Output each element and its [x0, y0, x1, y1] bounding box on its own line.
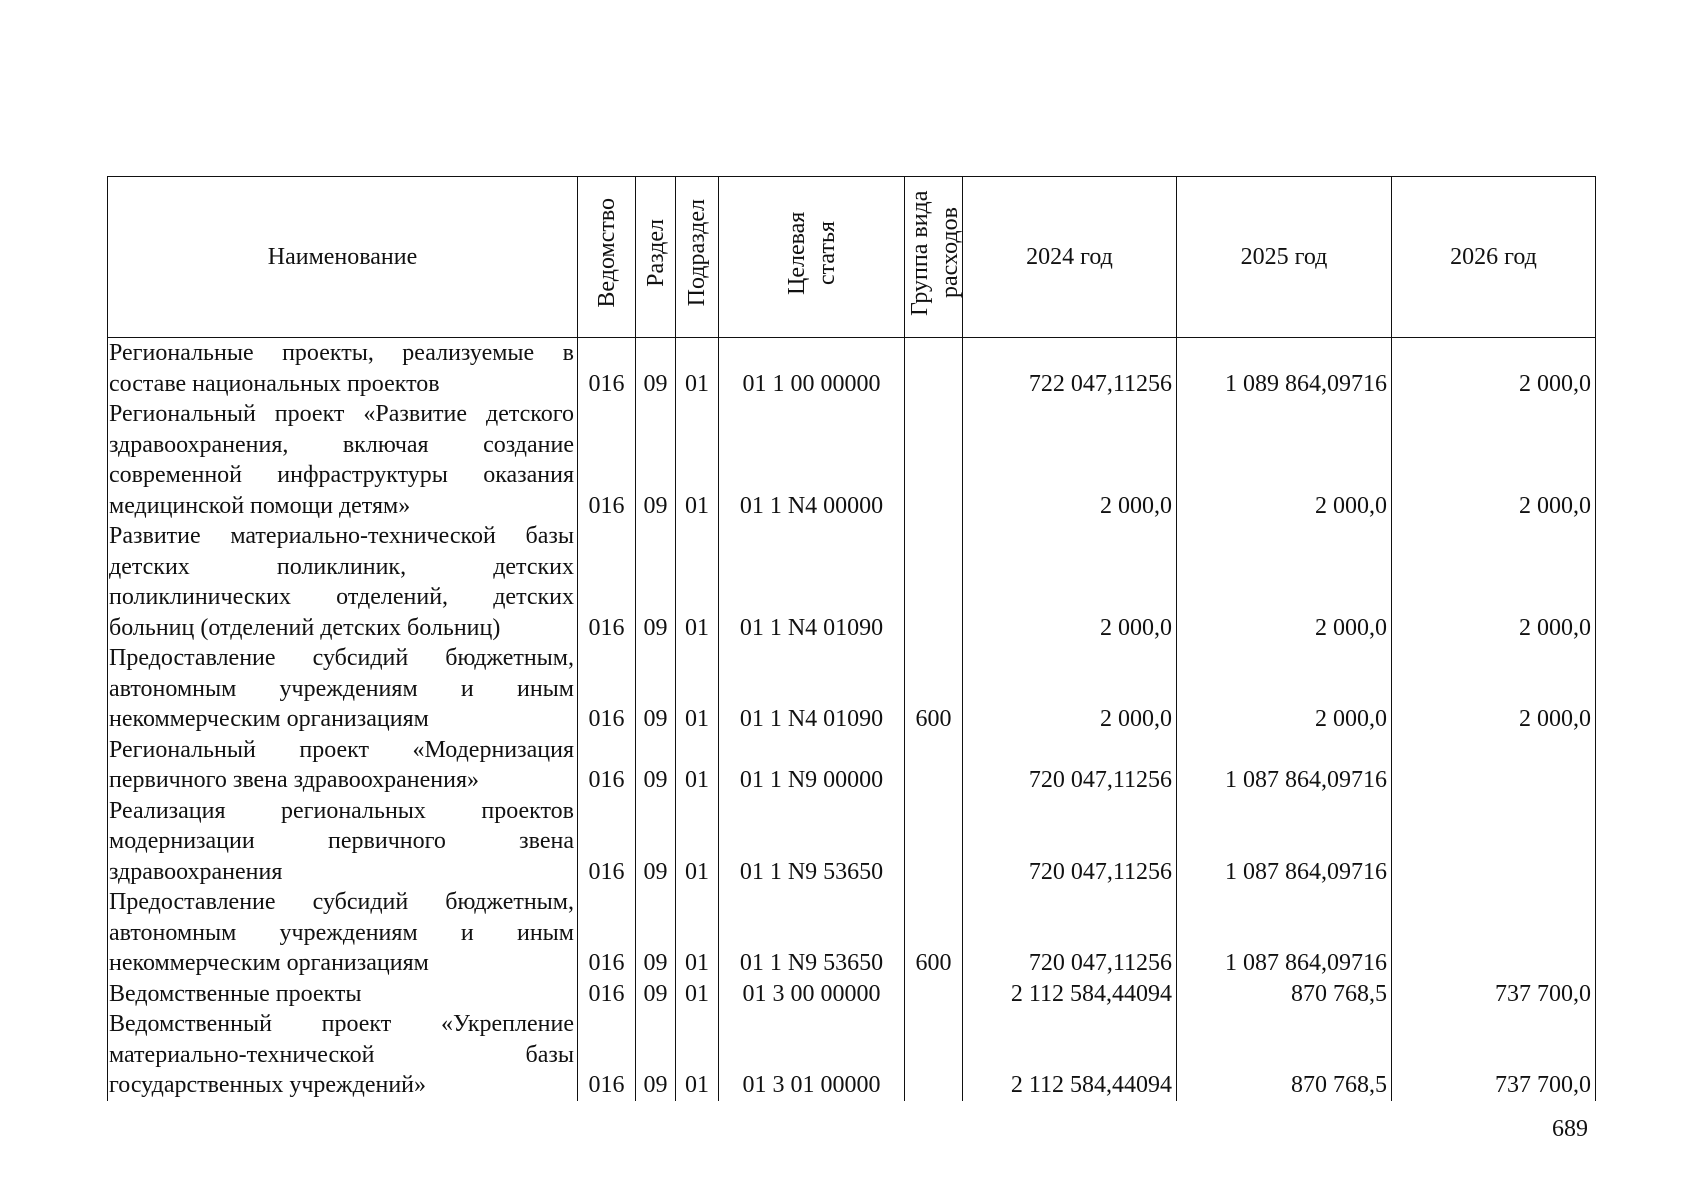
- header-2024-text: 2024 год: [1026, 243, 1113, 270]
- row-target: 01 1 N9 53650: [719, 796, 905, 888]
- row-group: [905, 338, 963, 400]
- row-2025: 870 768,5: [1177, 1009, 1392, 1101]
- row-group: [905, 735, 963, 796]
- row-subsection: 01: [676, 979, 719, 1010]
- header-2026: [1392, 177, 1596, 338]
- row-subsection: 01: [676, 338, 719, 400]
- budget-table-container: [107, 176, 1595, 1101]
- row-target: 01 1 N4 01090: [719, 643, 905, 735]
- header-name: [108, 177, 578, 338]
- row-2025: 1 087 864,09716: [1177, 796, 1392, 888]
- row-2025: 1 089 864,09716: [1177, 338, 1392, 400]
- row-group: 600: [905, 887, 963, 979]
- row-target: 01 1 N9 00000: [719, 735, 905, 796]
- row-group: 600: [905, 643, 963, 735]
- row-2024: 720 047,11256: [963, 735, 1177, 796]
- row-name: Региональные проекты, реализуемые в составе национальных проектов: [108, 338, 578, 400]
- row-target: 01 1 N4 01090: [719, 521, 905, 643]
- table-row: [108, 338, 1596, 400]
- header-subsection: [676, 177, 719, 338]
- row-dept: 016: [578, 399, 636, 521]
- header-subsection-text: Подраздел: [684, 199, 710, 307]
- row-2024: 720 047,11256: [963, 887, 1177, 979]
- row-name: Реализация региональных проектов модернизации первичного звена здравоохранения: [108, 796, 578, 888]
- row-group: [905, 521, 963, 643]
- row-subsection: 01: [676, 399, 719, 521]
- row-group: [905, 796, 963, 888]
- row-name: Предоставление субсидий бюджетным, автономным учреждениям и иным некоммерческим организациям: [108, 643, 578, 735]
- row-dept: 016: [578, 1009, 636, 1101]
- row-2024: 722 047,11256: [963, 338, 1177, 400]
- row-dept: 016: [578, 521, 636, 643]
- row-2026: [1392, 735, 1596, 796]
- row-2026: 2 000,0: [1392, 338, 1596, 400]
- header-dept-text: Ведомство: [593, 197, 620, 308]
- row-section: 09: [636, 1009, 676, 1101]
- row-target: 01 1 N9 53650: [719, 887, 905, 979]
- row-2026: 2 000,0: [1392, 521, 1596, 643]
- row-group: [905, 979, 963, 1010]
- row-section: 09: [636, 338, 676, 400]
- row-target: 01 1 N4 00000: [719, 399, 905, 521]
- row-section: 09: [636, 521, 676, 643]
- header-2024: [963, 177, 1177, 338]
- row-subsection: 01: [676, 1009, 719, 1101]
- header-section-text: Раздел: [642, 218, 669, 287]
- table-row: [108, 735, 1596, 796]
- table-row: [108, 643, 1596, 735]
- row-name: Ведомственные проекты: [108, 979, 578, 1010]
- row-2025: 1 087 864,09716: [1177, 735, 1392, 796]
- header-2025: [1177, 177, 1392, 338]
- row-subsection: 01: [676, 735, 719, 796]
- row-dept: 016: [578, 979, 636, 1010]
- row-name: Региональный проект «Модернизация первичного звена здравоохранения»: [108, 735, 578, 796]
- row-2024: 2 112 584,44094: [963, 1009, 1177, 1101]
- row-name: Ведомственный проект «Укрепление материально-технической базы государственных учреждений»: [108, 1009, 578, 1101]
- table-header-row: [108, 177, 1596, 338]
- header-target: [719, 177, 905, 338]
- row-2024: 720 047,11256: [963, 796, 1177, 888]
- header-2025-text: 2025 год: [1240, 243, 1328, 270]
- row-2026: [1392, 796, 1596, 888]
- header-dept: [578, 177, 636, 338]
- header-name-text: Наименование: [267, 243, 418, 270]
- row-dept: 016: [578, 796, 636, 888]
- row-2026: 737 700,0: [1392, 979, 1596, 1010]
- row-2026: [1392, 887, 1596, 979]
- table-row: [108, 1009, 1596, 1101]
- row-2026: 737 700,0: [1392, 1009, 1596, 1101]
- row-2024: 2 000,0: [963, 399, 1177, 521]
- row-subsection: 01: [676, 887, 719, 979]
- row-dept: 016: [578, 735, 636, 796]
- row-2025: 2 000,0: [1177, 643, 1392, 735]
- table-row: [108, 887, 1596, 979]
- row-2024: 2 000,0: [963, 521, 1177, 643]
- row-section: 09: [636, 643, 676, 735]
- row-dept: 016: [578, 887, 636, 979]
- row-dept: 016: [578, 338, 636, 400]
- row-target: 01 1 00 00000: [719, 338, 905, 400]
- row-section: 09: [636, 735, 676, 796]
- header-2026-text: 2026 год: [1450, 243, 1537, 270]
- row-section: 09: [636, 887, 676, 979]
- table-row: [108, 979, 1596, 1010]
- row-name: Региональный проект «Развитие детского здравоохранения, включая создание современной инфраструктуры оказания медицинской помощи детям»: [108, 399, 578, 521]
- row-section: 09: [636, 796, 676, 888]
- row-subsection: 01: [676, 643, 719, 735]
- row-subsection: 01: [676, 796, 719, 888]
- row-2024: 2 112 584,44094: [963, 979, 1177, 1010]
- row-name: Предоставление субсидий бюджетным, автономным учреждениям и иным некоммерческим организациям: [108, 887, 578, 979]
- row-section: 09: [636, 399, 676, 521]
- table-row: [108, 796, 1596, 888]
- row-subsection: 01: [676, 521, 719, 643]
- header-expense-group-text: Группа вида расходов: [907, 190, 963, 316]
- header-expense-group: [905, 177, 963, 338]
- row-2026: 2 000,0: [1392, 643, 1596, 735]
- row-2025: 870 768,5: [1177, 979, 1392, 1010]
- table-row: [108, 521, 1596, 643]
- row-dept: 016: [578, 643, 636, 735]
- row-2025: 1 087 864,09716: [1177, 887, 1392, 979]
- row-2024: 2 000,0: [963, 643, 1177, 735]
- row-name: Развитие материально-технической базы детских поликлиник, детских поликлинических отделений, детских больниц (отделений детских больниц): [108, 521, 578, 643]
- header-section: [636, 177, 676, 338]
- row-2025: 2 000,0: [1177, 521, 1392, 643]
- page-number: 689: [1552, 1116, 1588, 1142]
- row-group: [905, 399, 963, 521]
- row-2025: 2 000,0: [1177, 399, 1392, 521]
- row-2026: 2 000,0: [1392, 399, 1596, 521]
- header-target-text: Целевая статья: [783, 211, 840, 295]
- row-group: [905, 1009, 963, 1101]
- table-row: [108, 399, 1596, 521]
- row-target: 01 3 00 00000: [719, 979, 905, 1010]
- row-section: 09: [636, 979, 676, 1010]
- budget-table: [107, 176, 1596, 1101]
- row-target: 01 3 01 00000: [719, 1009, 905, 1101]
